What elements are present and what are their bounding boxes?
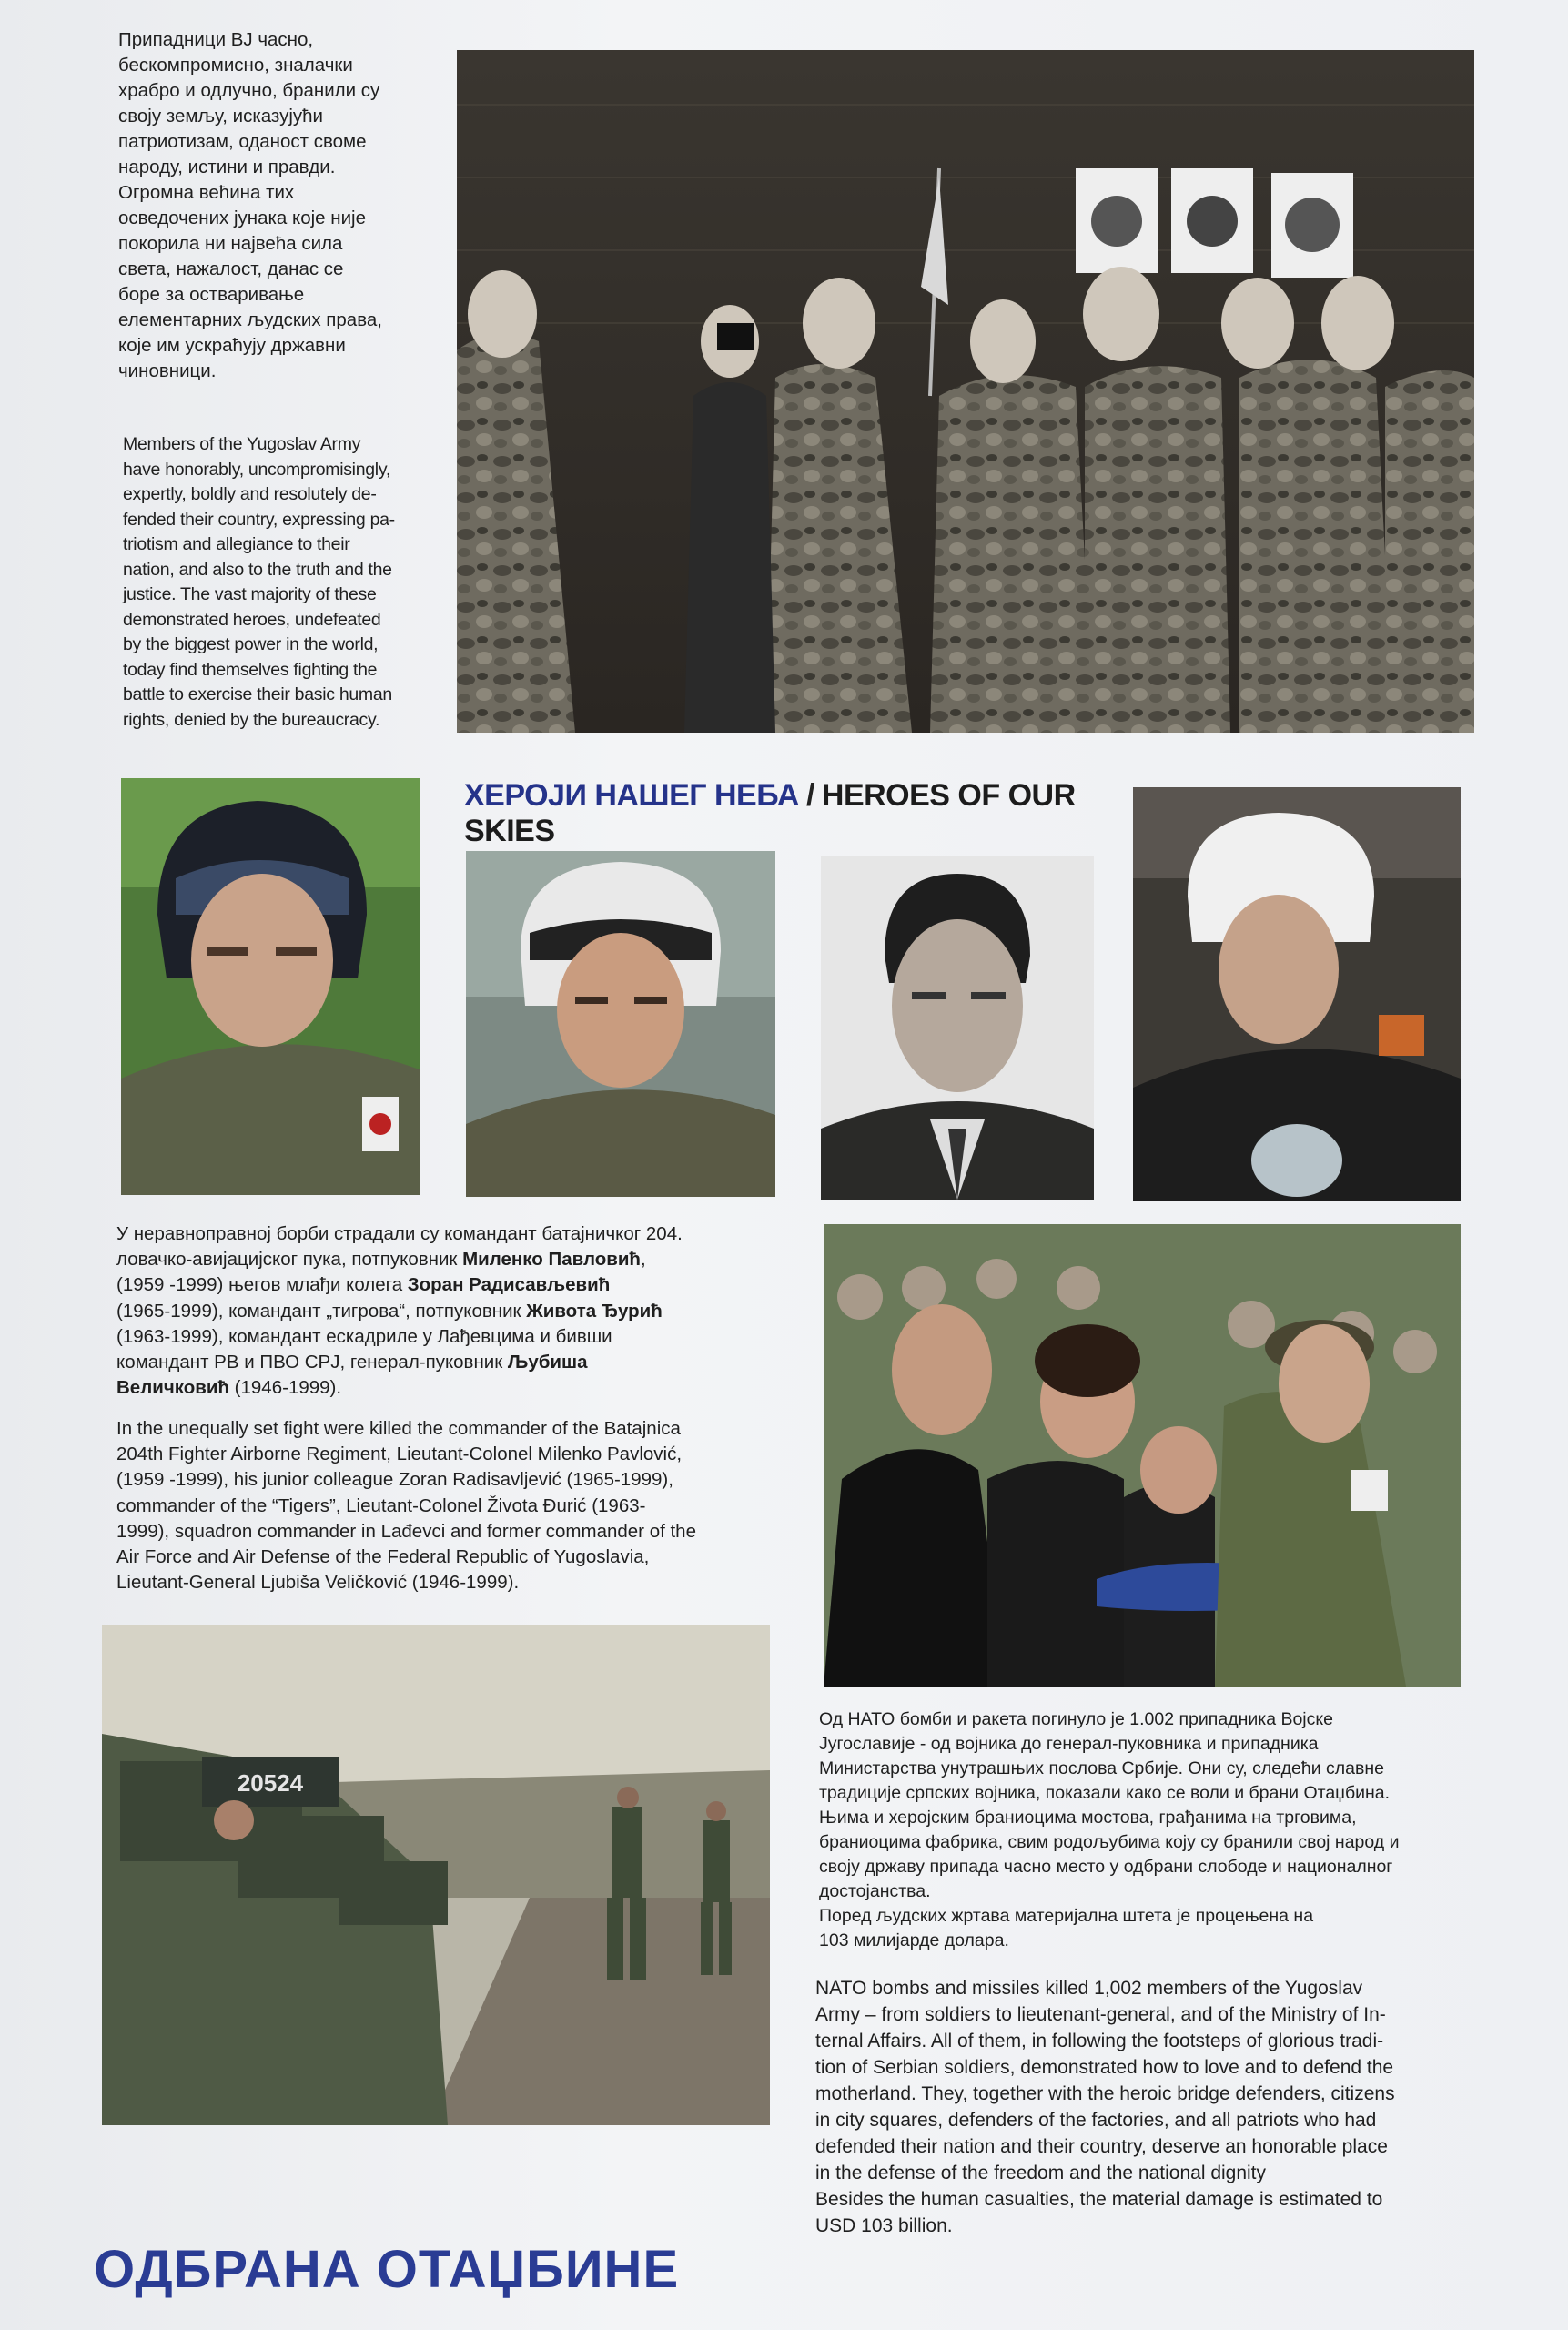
heading-cyrillic: ХЕРОЈИ НАШЕГ НЕБА — [464, 778, 799, 813]
casualties-text-english: NATO bombs and missiles killed 1,002 members of the Yugoslav Army – from soldiers to lieutenant-general, and of the Ministry of In- ternal Affairs. All of them, in following the footsteps of glorious tradi- tion of Serbian soldiers, demonstrated how to love and to defend the motherland. They, together with the heroic bridge defenders, citizens in city squares, defenders of the factories, and all patriots who had defended their nation and their country, deserve an honorable place in the defense of the freedom and the national dignity Besides the human casualties, the material damage is estimated to USD 103 billion. — [815, 1978, 1395, 2236]
fallen-heroes-text-english: In the unequally set fight were killed the commander of the Batajnica 204th Fighter Airborne Regiment, Lieutant-Colonel Milenko Pavlović, (1959 -1999), his junior colleague Zoran Radisavljević (1965-1999), commander of the “Tigers”, Lieutant-Colonel Života Đurić (1963- 1999), squadron commander in Lađevci and former commander of the Air Force and Air Defense of the Federal Republic of Yugoslavia, Lieutant-General Ljubiša Veličković (1946-1999). — [116, 1418, 696, 1594]
fallen-line-1: У неравноправној борби страдали су командант батајничког 204. — [116, 1223, 683, 1244]
tank-column-photo — [102, 1625, 770, 2125]
fallen-line-2: ловачко-авијацијског пука, потпуковник Миленко Павловић, — [116, 1249, 646, 1271]
fallen-line-3: (1959 -1999) његов млађи колега Зоран Радисављевић — [116, 1274, 611, 1296]
intro-text-cyrillic: Припадници ВЈ часно, бескомпромисно, зналачки храбро и одлучно, бранили су своју земљу, исказујући патриотизам, оданост своме народу, истини и правди. Огромна већина тих осведочених јунака које није покорила ни највећа сила света, нажалост, данас се боре за остваривање елементарних људских права, које им ускраћују државни чиновници. — [118, 29, 382, 381]
portrait-officer — [821, 856, 1094, 1200]
intro-text-english: Members of the Yugoslav Army have honorably, uncompromisingly, expertly, boldly and resolutely de- fended their country, expressing pa- triotism and allegiance to their nation, and also to the truth and the justice. The vast majority of these demonstrated heroes, undefeated by the biggest power in the world, today find themselves fighting the battle to exercise their basic human rights, denied by the bureaucracy. — [123, 434, 395, 730]
ceremony-photo — [457, 50, 1474, 733]
apc-number: 20524 — [237, 1769, 304, 1797]
portrait-pilot-3 — [1133, 787, 1461, 1201]
fallen-heroes-text-cyrillic — [116, 1221, 781, 1401]
heading-separator: / — [805, 778, 814, 813]
fallen-line-6: командант РВ и ПВО СРЈ, генерал-пуковник Љубиша — [116, 1352, 588, 1373]
funeral-photo — [824, 1224, 1461, 1687]
section-heading — [464, 778, 1119, 849]
footer-title: ОДБРАНА ОТАЏБИНЕ — [94, 2240, 680, 2299]
fallen-line-5: (1963-1999), командант ескадриле у Лађевцима и бивши — [116, 1325, 612, 1347]
heading-english: HEROES OF OUR SKIES — [464, 778, 1076, 848]
casualties-text-cyrillic: Од НАТО бомби и ракета погинуло је 1.002 припадника Војске Југославије - од војника до генерал-пуковника и припадника Министарства унутрашњих послова Србије. Они су, следећи славне традиције српских војника, показали како се воли и брани Отаџбина. Њима и херојским браниоцима мостова, грађанима на трговима, браниоцима фабрика, свим родољубима коју су бранили свој народ и своју државу припада часно место у одбрани слободе и националног достојанства. Поред људских жртава материјална штета је процењена на 103 милијарде долара. — [819, 1709, 1400, 1950]
portrait-pilot-1 — [121, 778, 420, 1195]
portrait-pilot-2 — [466, 851, 775, 1197]
fallen-line-4: (1965-1999), командант „тигрова“, потпуковник Живота Ђурић — [116, 1300, 663, 1322]
fallen-line-7: Величковић (1946-1999). — [116, 1377, 342, 1399]
